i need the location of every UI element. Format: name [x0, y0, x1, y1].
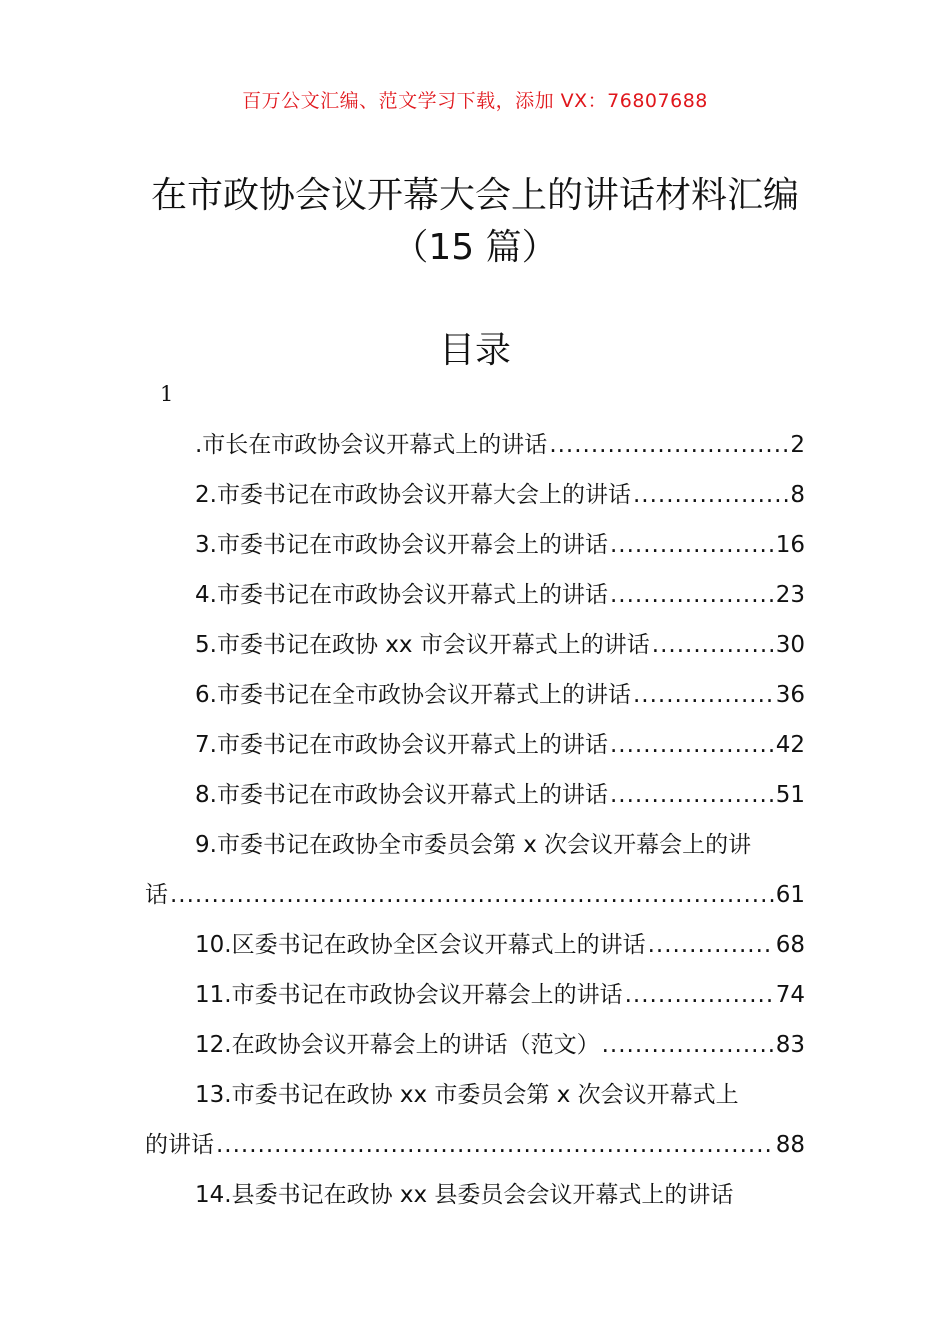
toc-entry-continuation[interactable]: [145, 870, 805, 920]
toc-entry-page: 30: [775, 632, 805, 658]
toc-entry[interactable]: [145, 620, 805, 670]
toc-leader-dots: [610, 520, 774, 570]
toc-entry-title: 14.县委书记在政协 xx 县委员会会议开幕式上的讲话: [195, 1182, 734, 1208]
toc-entry-page: 61: [775, 882, 805, 908]
toc-leader-dots: [602, 1020, 774, 1070]
toc-entry[interactable]: [145, 1170, 805, 1220]
toc-entry-title: .市长在市政协会议开幕式上的讲话: [195, 432, 548, 458]
toc-entry-title: 3.市委书记在市政协会议开幕会上的讲话: [195, 532, 608, 558]
toc-leader-dots: [549, 420, 788, 470]
toc-entry-page: 8: [790, 482, 805, 508]
toc-entry[interactable]: [145, 420, 805, 470]
toc-entry-page: 68: [775, 932, 805, 958]
toc-entry-title: 11.市委书记在市政协会议开幕会上的讲话: [195, 982, 623, 1008]
toc-entry-page: 36: [775, 682, 805, 708]
toc-leader-dots: [652, 620, 774, 670]
toc-entry-page: 42: [775, 732, 805, 758]
toc-entry[interactable]: [145, 1070, 805, 1120]
toc-leader-dots: [633, 470, 788, 520]
toc-entry[interactable]: [145, 670, 805, 720]
title-line-1: 在市政协会议开幕大会上的讲话材料汇编: [150, 175, 799, 216]
toc-leader-dots: [625, 970, 774, 1020]
table-of-contents: [145, 420, 805, 1220]
toc-entry-title: 7.市委书记在市政协会议开幕式上的讲话: [195, 732, 608, 758]
toc-entry[interactable]: [145, 1020, 805, 1070]
toc-leader-dots: [216, 1120, 774, 1170]
toc-entry-title: 2.市委书记在市政协会议开幕大会上的讲话: [195, 482, 631, 508]
toc-entry[interactable]: [145, 770, 805, 820]
toc-entry[interactable]: [145, 720, 805, 770]
toc-entry[interactable]: [145, 570, 805, 620]
toc-entry-title: 10.区委书记在政协全区会议开幕式上的讲话: [195, 932, 646, 958]
toc-entry-title: 6.市委书记在全市政协会议开幕式上的讲话: [195, 682, 631, 708]
toc-leader-dots: [610, 720, 774, 770]
toc-entry-title: 8.市委书记在市政协会议开幕式上的讲话: [195, 782, 608, 808]
toc-entry-title-continuation: 的讲话: [145, 1132, 214, 1158]
toc-entry-title: 13.市委书记在政协 xx 市委员会第 x 次会议开幕式上: [195, 1082, 739, 1108]
toc-entry[interactable]: [145, 470, 805, 520]
toc-leader-dots: [633, 670, 774, 720]
toc-entry-page: 2: [790, 432, 805, 458]
document-title: [0, 170, 950, 274]
toc-entry[interactable]: [145, 820, 805, 870]
toc-entry[interactable]: [145, 920, 805, 970]
toc-entry-title: 12.在政协会议开幕会上的讲话（范文）: [195, 1032, 600, 1058]
toc-heading: 目录: [438, 330, 511, 371]
toc-stray-number: 1: [160, 382, 174, 406]
toc-entry-page: 83: [775, 1032, 805, 1058]
toc-entry[interactable]: [145, 520, 805, 570]
toc-entry-continuation[interactable]: [145, 1120, 805, 1170]
toc-entry-page: 23: [775, 582, 805, 608]
toc-entry-title-continuation: 话: [145, 882, 168, 908]
toc-entry-title: 4.市委书记在市政协会议开幕式上的讲话: [195, 582, 608, 608]
toc-leader-dots: [610, 570, 774, 620]
toc-entry-page: 88: [775, 1132, 805, 1158]
toc-entry-page: 74: [775, 982, 805, 1008]
toc-entry-title: 5.市委书记在政协 xx 市会议开幕式上的讲话: [195, 632, 650, 658]
toc-entry-title: 9.市委书记在政协全市委员会第 x 次会议开幕会上的讲: [195, 832, 752, 858]
toc-entry-page: 16: [775, 532, 805, 558]
toc-leader-dots: [610, 770, 774, 820]
toc-entry[interactable]: [145, 970, 805, 1020]
toc-entry-page: 51: [775, 782, 805, 808]
toc-leader-dots: [648, 920, 774, 970]
header-note: 百万公文汇编、范文学习下载，添加 VX：76807688: [242, 90, 708, 112]
toc-leader-dots: [170, 870, 774, 920]
title-line-2: （15 篇）: [392, 227, 558, 268]
